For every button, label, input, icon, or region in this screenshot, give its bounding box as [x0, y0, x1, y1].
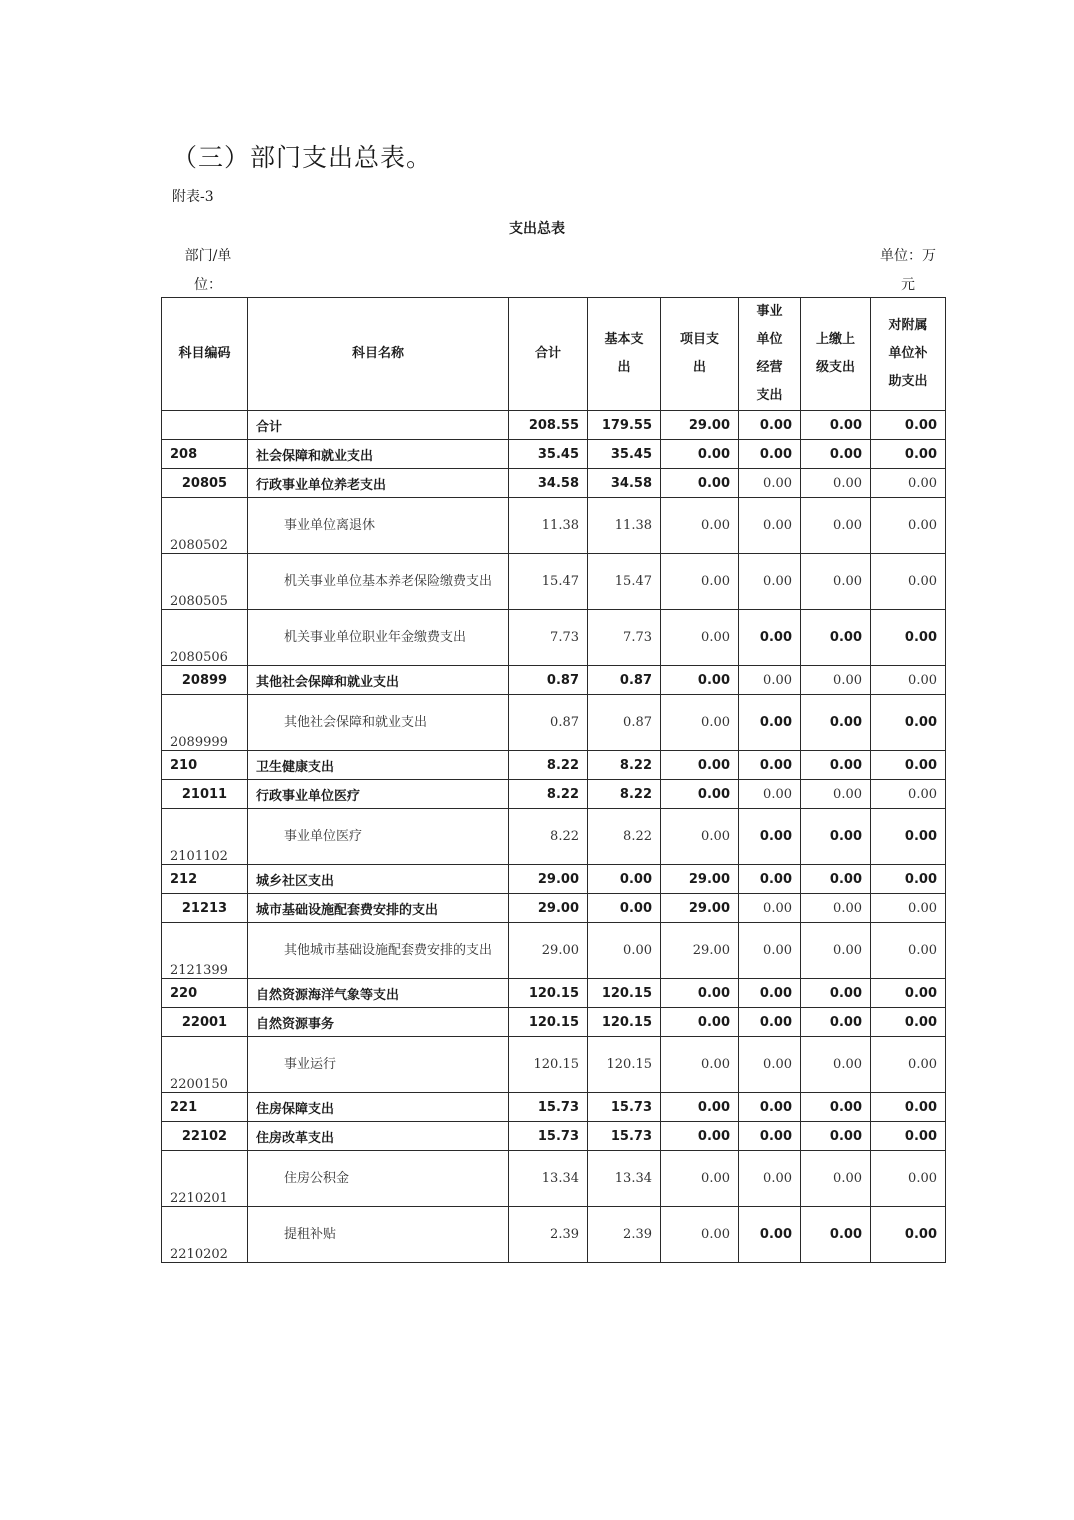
cell-project: 0.00 [661, 695, 739, 751]
cell-project: 0.00 [661, 469, 739, 498]
cell-business: 0.00 [739, 498, 801, 554]
cell-name-text: 住房公积金 [284, 1170, 350, 1186]
table-row [162, 1093, 946, 1122]
cell-upper: 0.00 [801, 1037, 871, 1093]
table-row [162, 865, 946, 894]
cell-project: 0.00 [661, 809, 739, 865]
cell-subsidy: 0.00 [871, 923, 946, 979]
cell-total: 11.38 [509, 498, 588, 554]
table-row [162, 666, 946, 695]
cell-name [248, 1037, 509, 1093]
header-basic: 基本支出 [588, 298, 661, 411]
cell-name [248, 1093, 509, 1122]
cell-project: 0.00 [661, 1207, 739, 1263]
cell-project: 0.00 [661, 666, 739, 695]
cell-subsidy: 0.00 [871, 610, 946, 666]
table-title: 支出总表 [509, 221, 565, 237]
cell-name [248, 809, 509, 865]
unit-label: 单位：万元 [880, 248, 936, 293]
cell-upper: 0.00 [801, 1207, 871, 1263]
cell-total: 15.73 [509, 1093, 588, 1122]
cell-business: 0.00 [739, 411, 801, 440]
cell-name [248, 865, 509, 894]
cell-name-text: 机关事业单位基本养老保险缴费支出 [284, 573, 493, 589]
cell-upper: 0.00 [801, 554, 871, 610]
table-row [162, 554, 946, 610]
cell-name-text: 住房保障支出 [256, 1101, 335, 1117]
header-code: 科目编码 [162, 298, 248, 411]
cell-subsidy: 0.00 [871, 1037, 946, 1093]
cell-basic: 35.45 [588, 440, 661, 469]
cell-subsidy: 0.00 [871, 469, 946, 498]
cell-total: 208.55 [509, 411, 588, 440]
cell-subsidy: 0.00 [871, 865, 946, 894]
cell-basic: 8.22 [588, 809, 661, 865]
cell-total: 13.34 [509, 1151, 588, 1207]
cell-basic: 0.00 [588, 865, 661, 894]
cell-basic: 0.00 [588, 894, 661, 923]
cell-business: 0.00 [739, 865, 801, 894]
cell-project: 29.00 [661, 923, 739, 979]
header-business: 事业单位经营支出 [739, 298, 801, 411]
cell-basic: 0.00 [588, 923, 661, 979]
cell-basic: 8.22 [588, 780, 661, 809]
cell-basic: 15.73 [588, 1122, 661, 1151]
cell-upper: 0.00 [801, 469, 871, 498]
cell-upper: 0.00 [801, 498, 871, 554]
cell-code: 21213 [162, 894, 248, 923]
cell-name [248, 751, 509, 780]
cell-subsidy: 0.00 [871, 894, 946, 923]
cell-upper: 0.00 [801, 1093, 871, 1122]
cell-business: 0.00 [739, 695, 801, 751]
table-row [162, 695, 946, 751]
cell-name [248, 610, 509, 666]
cell-code: 21011 [162, 780, 248, 809]
cell-project: 29.00 [661, 865, 739, 894]
cell-business: 0.00 [739, 894, 801, 923]
table-row [162, 469, 946, 498]
cell-name [248, 440, 509, 469]
cell-business: 0.00 [739, 1151, 801, 1207]
cell-upper: 0.00 [801, 751, 871, 780]
cell-name [248, 894, 509, 923]
cell-code: 210 [162, 751, 248, 780]
cell-upper: 0.00 [801, 695, 871, 751]
cell-business: 0.00 [739, 809, 801, 865]
cell-name [248, 695, 509, 751]
cell-total: 29.00 [509, 894, 588, 923]
cell-code: 220 [162, 979, 248, 1008]
cell-name-text: 城市基础设施配套费安排的支出 [256, 902, 439, 918]
cell-business: 0.00 [739, 1207, 801, 1263]
cell-basic: 120.15 [588, 1008, 661, 1037]
cell-business: 0.00 [739, 610, 801, 666]
cell-basic: 34.58 [588, 469, 661, 498]
cell-basic: 179.55 [588, 411, 661, 440]
cell-name-text: 住房改革支出 [256, 1130, 335, 1146]
cell-subsidy: 0.00 [871, 554, 946, 610]
cell-code: 2210202 [162, 1207, 248, 1263]
cell-name [248, 780, 509, 809]
cell-name [248, 923, 509, 979]
cell-project: 0.00 [661, 610, 739, 666]
cell-total: 0.87 [509, 695, 588, 751]
cell-upper: 0.00 [801, 1008, 871, 1037]
table-row [162, 780, 946, 809]
cell-code: 2200150 [162, 1037, 248, 1093]
cell-name [248, 554, 509, 610]
cell-total: 0.87 [509, 666, 588, 695]
cell-name-text: 行政事业单位医疗 [256, 788, 361, 804]
cell-project: 0.00 [661, 979, 739, 1008]
cell-subsidy: 0.00 [871, 809, 946, 865]
cell-subsidy: 0.00 [871, 440, 946, 469]
cell-code: 2101102 [162, 809, 248, 865]
cell-total: 120.15 [509, 1037, 588, 1093]
cell-subsidy: 0.00 [871, 1122, 946, 1151]
expenditure-table [161, 297, 946, 1263]
header-upper: 上缴上级支出 [801, 298, 871, 411]
cell-business: 0.00 [739, 1037, 801, 1093]
cell-code: 22102 [162, 1122, 248, 1151]
cell-name [248, 1122, 509, 1151]
cell-code: 2121399 [162, 923, 248, 979]
header-project: 项目支出 [661, 298, 739, 411]
cell-upper: 0.00 [801, 865, 871, 894]
table-row [162, 411, 946, 440]
cell-business: 0.00 [739, 751, 801, 780]
cell-upper: 0.00 [801, 894, 871, 923]
cell-total: 8.22 [509, 780, 588, 809]
cell-basic: 0.87 [588, 695, 661, 751]
cell-code: 2080505 [162, 554, 248, 610]
cell-basic: 120.15 [588, 1037, 661, 1093]
header-row [162, 298, 946, 411]
cell-total: 15.73 [509, 1122, 588, 1151]
cell-name [248, 979, 509, 1008]
cell-subsidy: 0.00 [871, 411, 946, 440]
cell-code: 2080506 [162, 610, 248, 666]
cell-upper: 0.00 [801, 979, 871, 1008]
cell-upper: 0.00 [801, 1151, 871, 1207]
cell-total: 35.45 [509, 440, 588, 469]
cell-code [162, 411, 248, 440]
header-subsidy: 对附属单位补助支出 [871, 298, 946, 411]
cell-name-text: 城乡社区支出 [256, 873, 335, 889]
cell-upper: 0.00 [801, 610, 871, 666]
cell-basic: 15.73 [588, 1093, 661, 1122]
cell-total: 29.00 [509, 865, 588, 894]
cell-total: 29.00 [509, 923, 588, 979]
table-row [162, 1037, 946, 1093]
table-row [162, 498, 946, 554]
cell-subsidy: 0.00 [871, 498, 946, 554]
cell-name-text: 自然资源海洋气象等支出 [256, 987, 400, 1003]
header-name: 科目名称 [248, 298, 509, 411]
cell-business: 0.00 [739, 780, 801, 809]
cell-project: 0.00 [661, 1151, 739, 1207]
cell-name [248, 411, 509, 440]
department-label: 部门/单位： [184, 248, 232, 293]
table-row [162, 809, 946, 865]
attachment-label: 附表-3 [172, 189, 214, 205]
cell-upper: 0.00 [801, 411, 871, 440]
cell-basic: 8.22 [588, 751, 661, 780]
cell-code: 221 [162, 1093, 248, 1122]
cell-code: 208 [162, 440, 248, 469]
table-row [162, 894, 946, 923]
cell-name [248, 1008, 509, 1037]
cell-business: 0.00 [739, 554, 801, 610]
cell-total: 2.39 [509, 1207, 588, 1263]
cell-business: 0.00 [739, 1008, 801, 1037]
cell-name-text: 事业单位离退休 [284, 517, 376, 533]
cell-project: 0.00 [661, 1008, 739, 1037]
cell-project: 0.00 [661, 1037, 739, 1093]
cell-project: 0.00 [661, 1122, 739, 1151]
cell-upper: 0.00 [801, 780, 871, 809]
cell-name [248, 469, 509, 498]
cell-name-text: 提租补贴 [284, 1226, 337, 1242]
cell-project: 0.00 [661, 498, 739, 554]
cell-name-text: 其他社会保障和就业支出 [256, 674, 400, 690]
cell-upper: 0.00 [801, 440, 871, 469]
cell-code: 22001 [162, 1008, 248, 1037]
cell-total: 7.73 [509, 610, 588, 666]
cell-name [248, 666, 509, 695]
cell-total: 34.58 [509, 469, 588, 498]
cell-name [248, 498, 509, 554]
cell-project: 0.00 [661, 554, 739, 610]
cell-name-text: 其他社会保障和就业支出 [284, 714, 428, 730]
table-row [162, 1207, 946, 1263]
cell-upper: 0.00 [801, 809, 871, 865]
cell-subsidy: 0.00 [871, 1093, 946, 1122]
cell-subsidy: 0.00 [871, 666, 946, 695]
cell-subsidy: 0.00 [871, 695, 946, 751]
cell-upper: 0.00 [801, 1122, 871, 1151]
cell-business: 0.00 [739, 923, 801, 979]
cell-upper: 0.00 [801, 923, 871, 979]
header-total: 合计 [509, 298, 588, 411]
cell-name-text: 行政事业单位养老支出 [256, 477, 387, 493]
cell-code: 20805 [162, 469, 248, 498]
cell-total: 15.47 [509, 554, 588, 610]
cell-basic: 13.34 [588, 1151, 661, 1207]
cell-subsidy: 0.00 [871, 1207, 946, 1263]
cell-basic: 7.73 [588, 610, 661, 666]
cell-name-text: 事业运行 [284, 1056, 337, 1072]
cell-basic: 11.38 [588, 498, 661, 554]
table-row [162, 1122, 946, 1151]
cell-business: 0.00 [739, 440, 801, 469]
cell-total: 8.22 [509, 809, 588, 865]
cell-name-text: 事业单位医疗 [284, 828, 363, 844]
cell-business: 0.00 [739, 1093, 801, 1122]
cell-name-text: 机关事业单位职业年金缴费支出 [284, 629, 467, 645]
cell-name [248, 1151, 509, 1207]
cell-project: 29.00 [661, 894, 739, 923]
cell-name-text: 其他城市基础设施配套费安排的支出 [284, 942, 493, 958]
cell-project: 29.00 [661, 411, 739, 440]
cell-code: 2089999 [162, 695, 248, 751]
cell-basic: 15.47 [588, 554, 661, 610]
table-row [162, 1151, 946, 1207]
cell-business: 0.00 [739, 979, 801, 1008]
table-row [162, 610, 946, 666]
cell-code: 2210201 [162, 1151, 248, 1207]
cell-basic: 0.87 [588, 666, 661, 695]
cell-total: 120.15 [509, 979, 588, 1008]
cell-subsidy: 0.00 [871, 1008, 946, 1037]
section-heading: （三）部门支出总表。 [172, 143, 433, 172]
table-row [162, 923, 946, 979]
cell-name-text: 社会保障和就业支出 [256, 448, 374, 464]
cell-subsidy: 0.00 [871, 979, 946, 1008]
cell-subsidy: 0.00 [871, 780, 946, 809]
cell-code: 212 [162, 865, 248, 894]
cell-total: 120.15 [509, 1008, 588, 1037]
cell-project: 0.00 [661, 440, 739, 469]
cell-code: 20899 [162, 666, 248, 695]
table-row [162, 979, 946, 1008]
table-row [162, 440, 946, 469]
cell-name-text: 合计 [256, 419, 283, 435]
table-row [162, 1008, 946, 1037]
table-row [162, 751, 946, 780]
cell-business: 0.00 [739, 1122, 801, 1151]
cell-project: 0.00 [661, 780, 739, 809]
cell-total: 8.22 [509, 751, 588, 780]
cell-subsidy: 0.00 [871, 1151, 946, 1207]
cell-project: 0.00 [661, 1093, 739, 1122]
cell-name [248, 1207, 509, 1263]
cell-project: 0.00 [661, 751, 739, 780]
cell-name-text: 自然资源事务 [256, 1016, 335, 1032]
cell-basic: 2.39 [588, 1207, 661, 1263]
cell-code: 2080502 [162, 498, 248, 554]
cell-business: 0.00 [739, 469, 801, 498]
cell-subsidy: 0.00 [871, 751, 946, 780]
cell-upper: 0.00 [801, 666, 871, 695]
cell-name-text: 卫生健康支出 [256, 759, 335, 775]
cell-business: 0.00 [739, 666, 801, 695]
cell-basic: 120.15 [588, 979, 661, 1008]
